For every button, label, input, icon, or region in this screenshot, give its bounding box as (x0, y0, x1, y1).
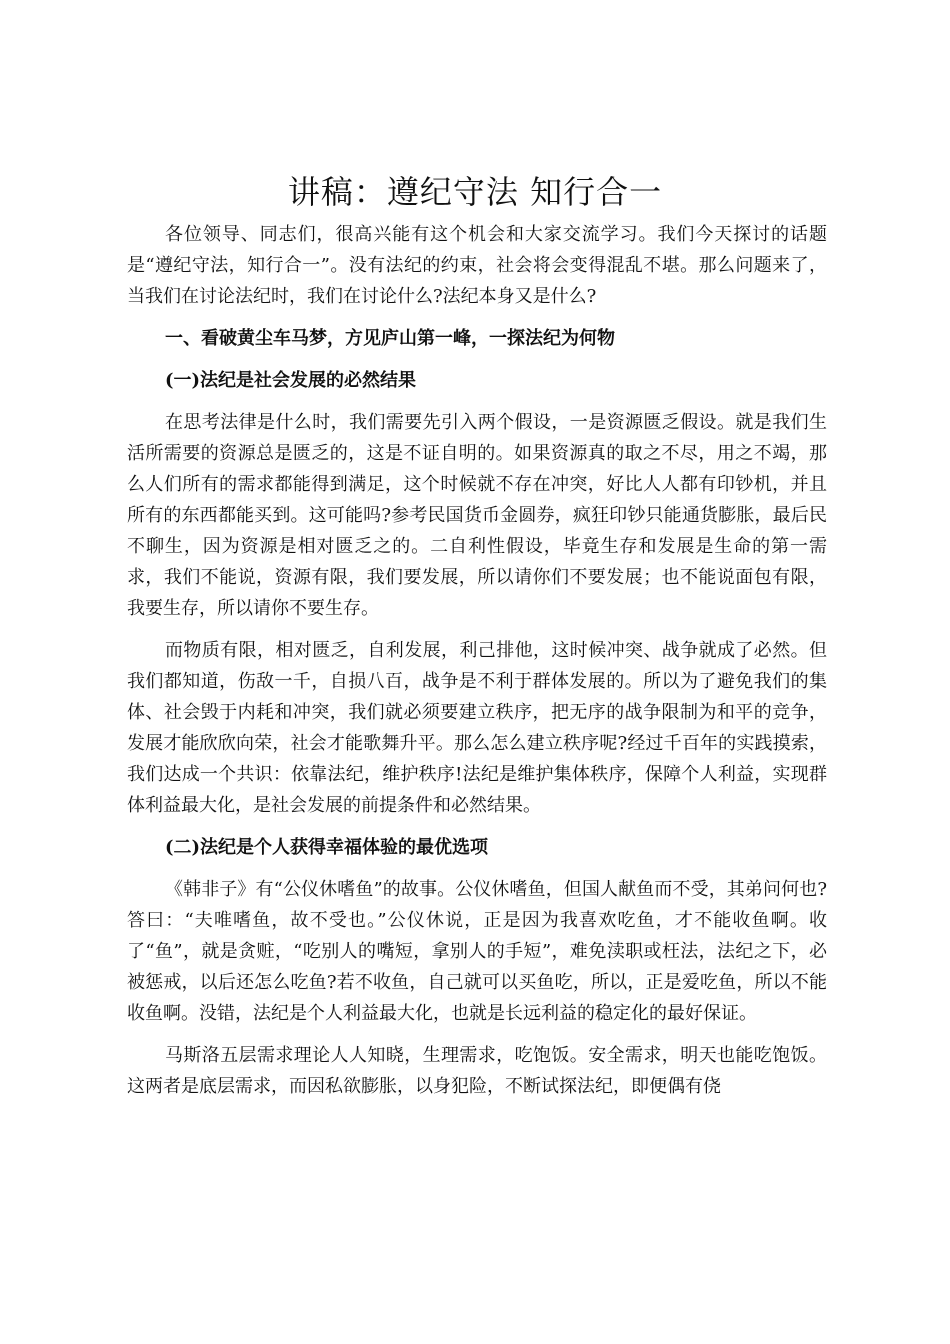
document-title: 讲稿：遵纪守法 知行合一 (287, 173, 663, 211)
body-paragraph: 《韩非子》有“公仪休嗜鱼”的故事。公仪休嗜鱼，但国人献鱼而不受，其弟问何也?答曰：“夫唯嗜鱼，故不受也。”公仪休说，正是因为我喜欢吃鱼，才不能收鱼啊。收了“鱼”，就是贪赃，“吃别人的嘴短，拿别人的手短”，难免渎职或枉法，法纪之下，必被惩戒，以后还怎么吃鱼?若不收鱼，自己就可以买鱼吃，所以，正是爱吃鱼，所以不能收鱼啊。没错，法纪是个人利益最大化，也就是长远利益的稳定化的最好保证。 (127, 879, 827, 1024)
body-paragraph: 马斯洛五层需求理论人人知晓，生理需求，吃饱饭。安全需求，明天也能吃饱饭。这两者是底层需求，而因私欲膨胀，以身犯险，不断试探法纪，即便偶有侥 (127, 1045, 827, 1097)
section-heading: 一、看破黄尘车马梦，方见庐山第一峰，一探法纪为何物 (165, 328, 615, 349)
body-paragraph: 而物质有限，相对匮乏，自利发展，利己排他，这时候冲突、战争就成了必然。但我们都知道，伤敌一千，自损八百，战争是不利于群体发展的。所以为了避免我们的集体、社会毁于内耗和冲突，我们就必须要建立秩序，把无序的战争限制为和平的竞争，发展才能欣欣向荣，社会才能歌舞升平。那么怎么建立秩序呢?经过千百年的实践摸索，我们达成一个共识：依靠法纪，维护秩序!法纪是维护集体秩序，保障个人利益，实现群体利益最大化，是社会发展的前提条件和必然结果。 (127, 640, 827, 816)
document-body (127, 219, 827, 1113)
subsection-heading: (一)法纪是社会发展的必然结果 (165, 370, 417, 391)
body-paragraph: 在思考法律是什么时，我们需要先引入两个假设，一是资源匮乏假设。就是我们生活所需要的资源总是匮乏的，这是不证自明的。如果资源真的取之不尽，用之不竭，那么人们所有的需求都能得到满足，这个时候就不存在冲突，好比人人都有印钞机，并且所有的东西都能买到。这可能吗?参考民国货币金圆券，疯狂印钞只能通货膨胀，最后民不聊生，因为资源是相对匮乏之的。二自利性假设，毕竟生存和发展是生命的第一需求，我们不能说，资源有限，我们要发展，所以请你们不要发展；也不能说面包有限，我要生存，所以请你不要生存。 (127, 412, 827, 619)
intro-paragraph: 各位领导、同志们，很高兴能有这个机会和大家交流学习。我们今天探讨的话题是“遵纪守法，知行合一”。没有法纪的约束，社会将会变得混乱不堪。那么问题来了，当我们在讨论法纪时，我们在讨论什么?法纪本身又是什么? (127, 224, 827, 307)
subsection-heading: (二)法纪是个人获得幸福体验的最优选项 (165, 837, 489, 858)
